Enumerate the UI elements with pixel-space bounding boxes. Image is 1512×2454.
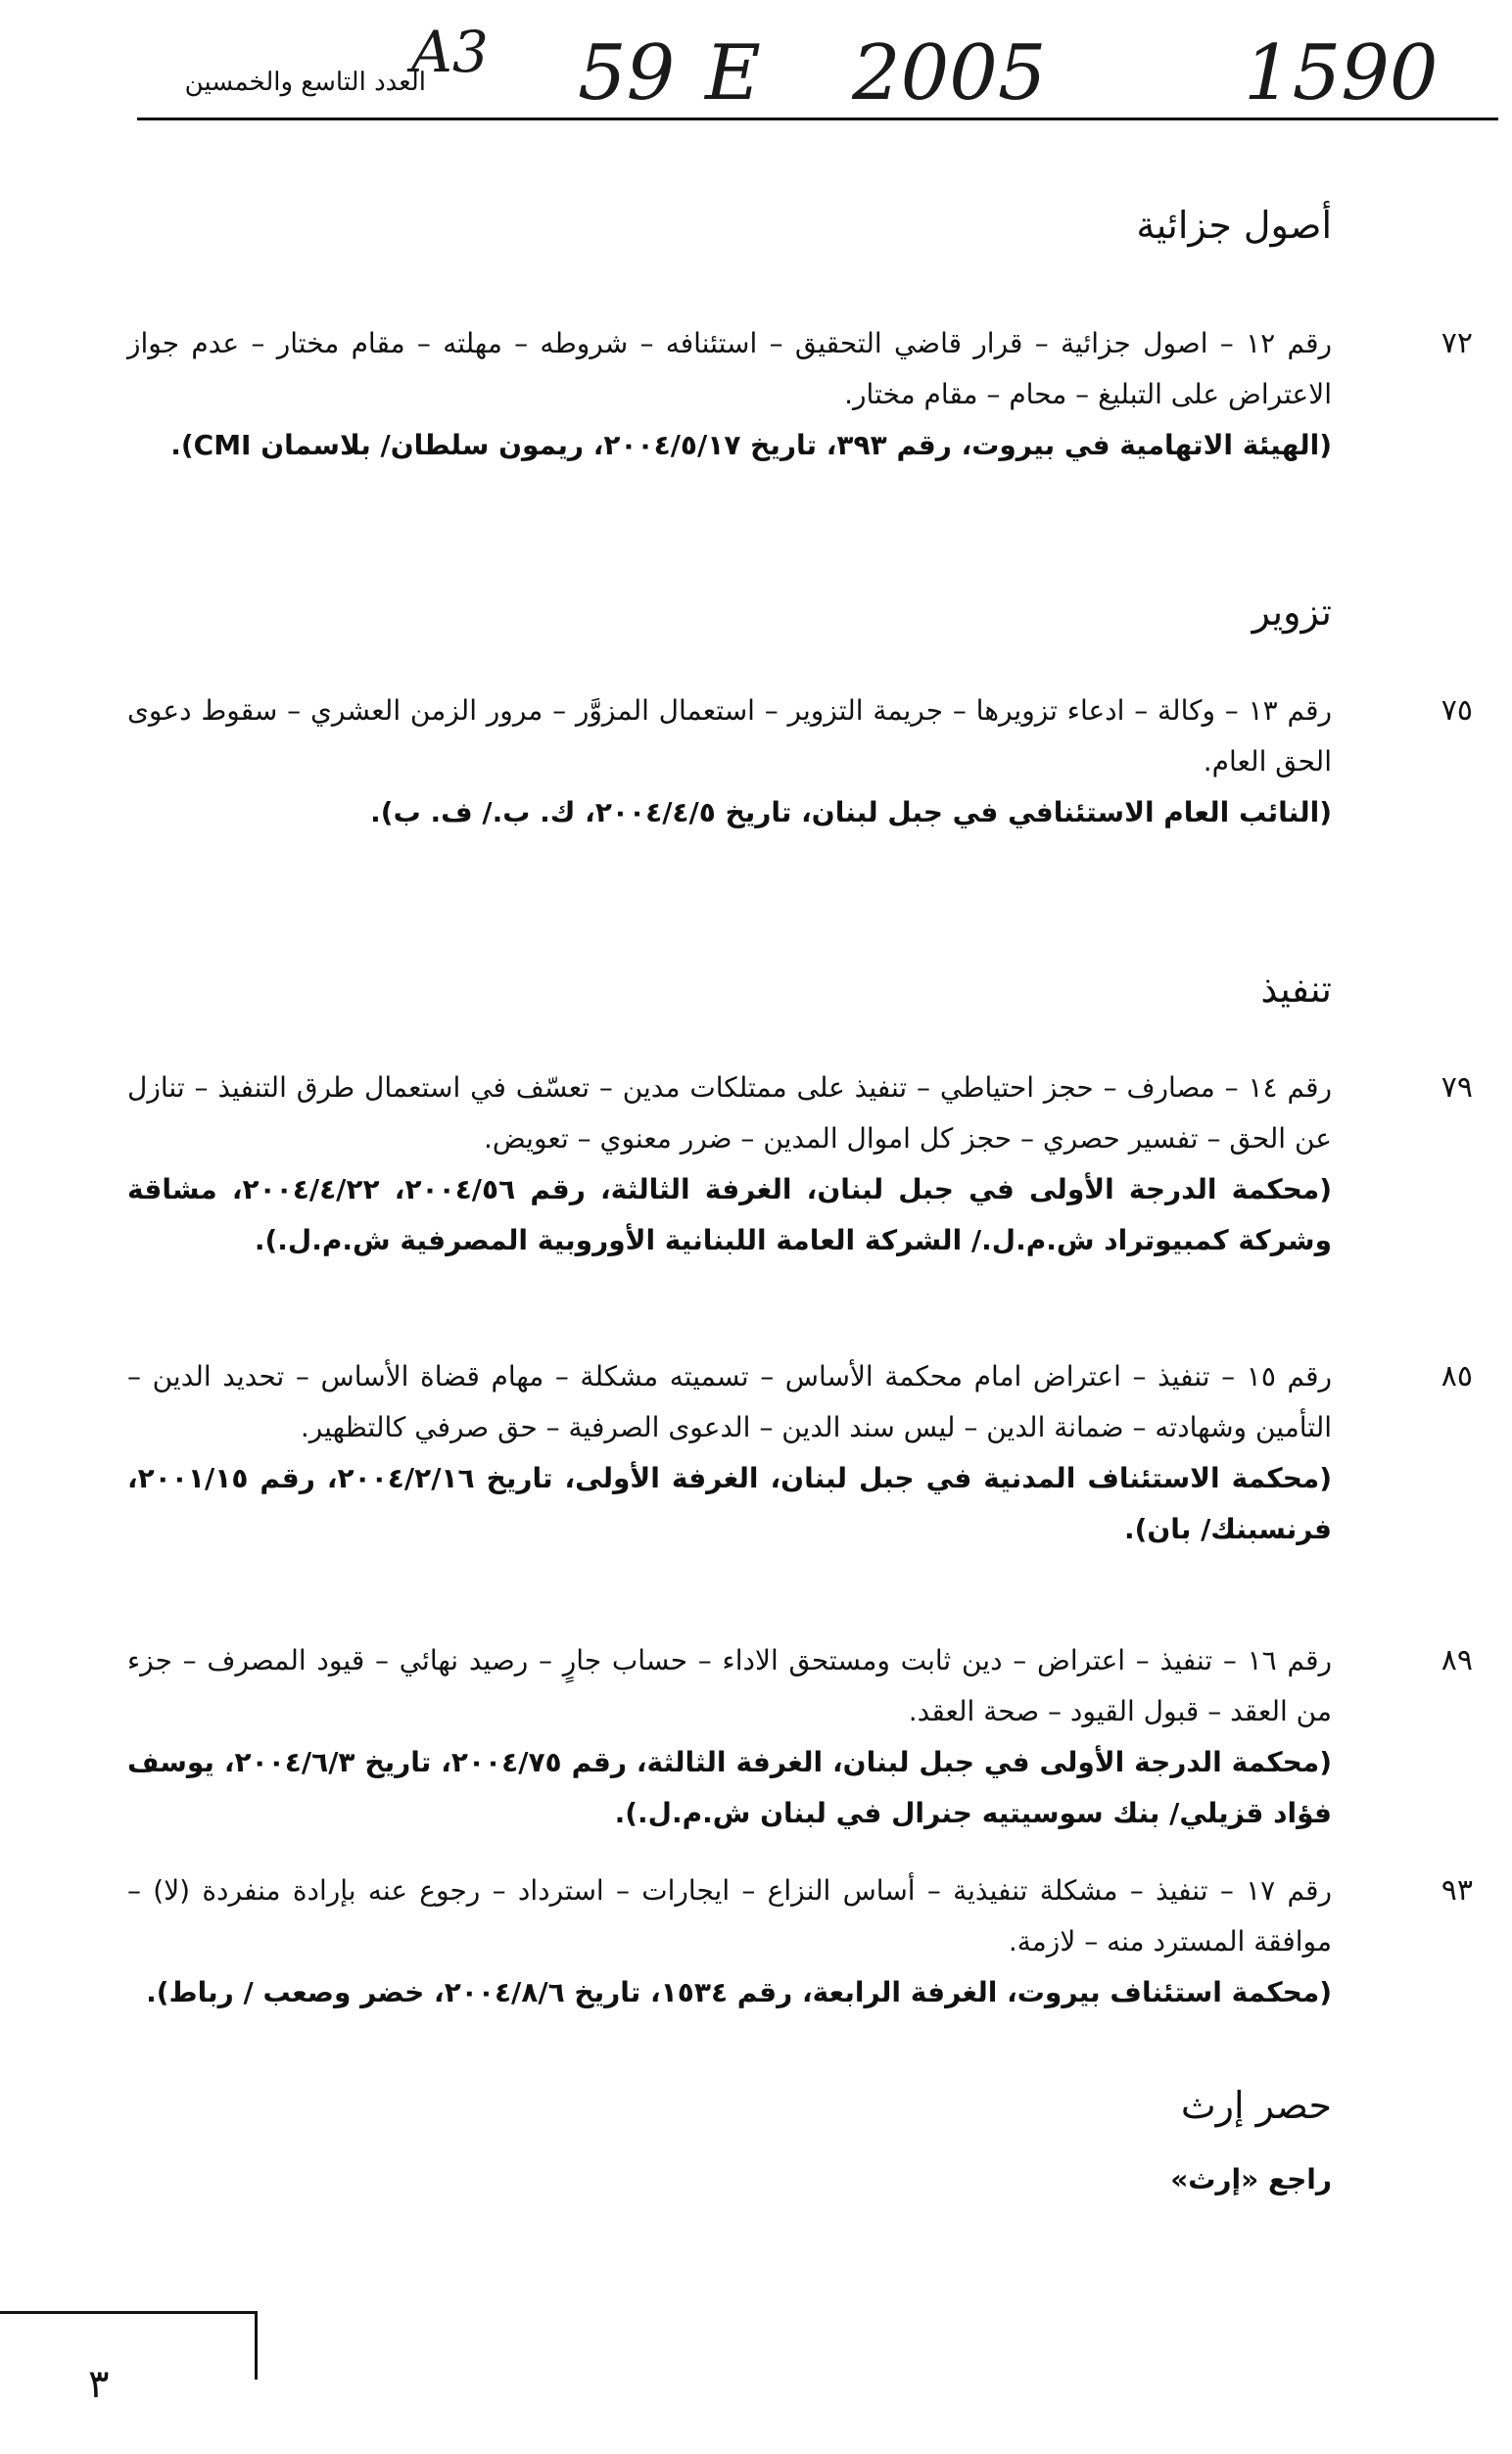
entry-citation: (محكمة الدرجة الأولى في جبل لبنان، الغرفة الثالثة، رقم ٢٠٠٤/٥٦، ٢٠٠٤/٤/٢٢، مشاقة وشركة كمبيوتراد ش.م.ل./ الشركة العامة اللبنانية الأوروبية المصرفية ش.م.ل.). bbox=[127, 1173, 1332, 1256]
handwritten-ref: 1590 bbox=[1244, 29, 1439, 118]
entry-citation: (محكمة استئناف بيروت، الغرفة الرابعة، رقم ١٥٣٤، تاريخ ٢٠٠٤/٨/٦، خضر وصعب / رباط). bbox=[146, 1976, 1332, 2008]
entry-citation: (النائب العام الاستئنافي في جبل لبنان، تاريخ ٢٠٠٤/٤/٥، ك. ب./ ف. ب). bbox=[370, 796, 1332, 828]
cross-reference: راجع «إرث» bbox=[1170, 2163, 1332, 2195]
entry-body bbox=[127, 1635, 1332, 1839]
entry-keywords: رقم ١٥ – تنفيذ – اعتراض امام محكمة الأساس – تسميته مشكلة – مهام قضاة الأساس – تحديد الدين – التأمين وشهادته – ضمانة الدين – ليس سند الدين – الدعوى الصرفية – حق صرفي كالتظهير. bbox=[127, 1360, 1332, 1443]
entry-keywords: رقم ١٢ – اصول جزائية – قرار قاضي التحقيق – استئنافه – شروطه – مهلته – مقام مختار – عدم جواز الاعتراض على التبليغ – محام – مقام مختار. bbox=[127, 327, 1332, 410]
entry-keywords: رقم ١٧ – تنفيذ – مشكلة تنفيذية – أساس النزاع – ايجارات – استرداد – رجوع عنه بإرادة منفردة (لا) – موافقة المسترد منه – لازمة. bbox=[127, 1874, 1332, 1958]
entry-keywords: رقم ١٦ – تنفيذ – اعتراض – دين ثابت ومستحق الاداء – حساب جارٍ – رصيد نهائي – قيود المصرف – جزء من العقد – قبول القيود – صحة العقد. bbox=[127, 1644, 1332, 1727]
footer-rule bbox=[0, 2311, 257, 2314]
header-rule bbox=[137, 118, 1498, 120]
entry-body bbox=[127, 1351, 1332, 1555]
entry-citation: (محكمة الدرجة الأولى في جبل لبنان، الغرفة الثالثة، رقم ٢٠٠٤/٧٥، تاريخ ٢٠٠٤/٦/٣، يوسف فؤاد قزيلي/ بنك سوسيتيه جنرال في لبنان ش.م.ل.). bbox=[127, 1746, 1332, 1829]
entry-citation: (الهيئة الاتهامية في بيروت، رقم ٣٩٣، تاريخ ٢٠٠٤/٥/١٧، ريمون سلطان/ بلاسمان CMI). bbox=[170, 429, 1332, 461]
footer-rule-side bbox=[255, 2311, 258, 2380]
entry-body bbox=[127, 685, 1332, 838]
entry-number: ٧٩ bbox=[1441, 1070, 1473, 1105]
entry-keywords: رقم ١٣ – وكالة – ادعاء تزويرها – جريمة التزوير – استعمال المزوَّر – مرور الزمن العشري – سقوط دعوى الحق العام. bbox=[127, 694, 1332, 778]
entry-body bbox=[127, 2154, 1332, 2205]
entry-body bbox=[127, 318, 1332, 471]
handwritten-volume: 59 bbox=[578, 29, 676, 118]
section-heading-criminal-procedure: أصول جزائية bbox=[1136, 204, 1332, 247]
section-heading-execution: تنفيذ bbox=[1260, 967, 1332, 1011]
entry-body bbox=[127, 1865, 1332, 2018]
entry-number: ٧٢ bbox=[1441, 326, 1473, 360]
section-heading-inheritance: حصر إرث bbox=[1180, 2084, 1332, 2127]
entry-number: ٨٥ bbox=[1441, 1359, 1473, 1393]
handwritten-a3: A3 bbox=[411, 19, 489, 85]
entry-citation: (محكمة الاستئناف المدنية في جبل لبنان، الغرفة الأولى، تاريخ ٢٠٠٤/٢/١٦، رقم ٢٠٠١/١٥، فرنسبنك/ بان). bbox=[127, 1462, 1333, 1545]
entry-number: ٩٣ bbox=[1441, 1873, 1473, 1908]
handwritten-letter: E bbox=[705, 29, 761, 118]
handwritten-year: 2005 bbox=[852, 29, 1047, 118]
entry-number: ٧٥ bbox=[1441, 693, 1473, 728]
page-number: ٣ bbox=[88, 2362, 110, 2407]
section-heading-forgery: تزوير bbox=[1252, 590, 1332, 634]
entry-keywords: رقم ١٤ – مصارف – حجز احتياطي – تنفيذ على ممتلكات مدين – تعسّف في استعمال طرق التنفيذ – تنازل عن الحق – تفسير حصري – حجز كل اموال المدين – ضرر معنوي – تعويض. bbox=[127, 1071, 1332, 1155]
issue-label: العدد التاسع والخمسين bbox=[184, 68, 426, 97]
entry-body bbox=[127, 1062, 1332, 1266]
entry-number: ٨٩ bbox=[1441, 1643, 1473, 1677]
